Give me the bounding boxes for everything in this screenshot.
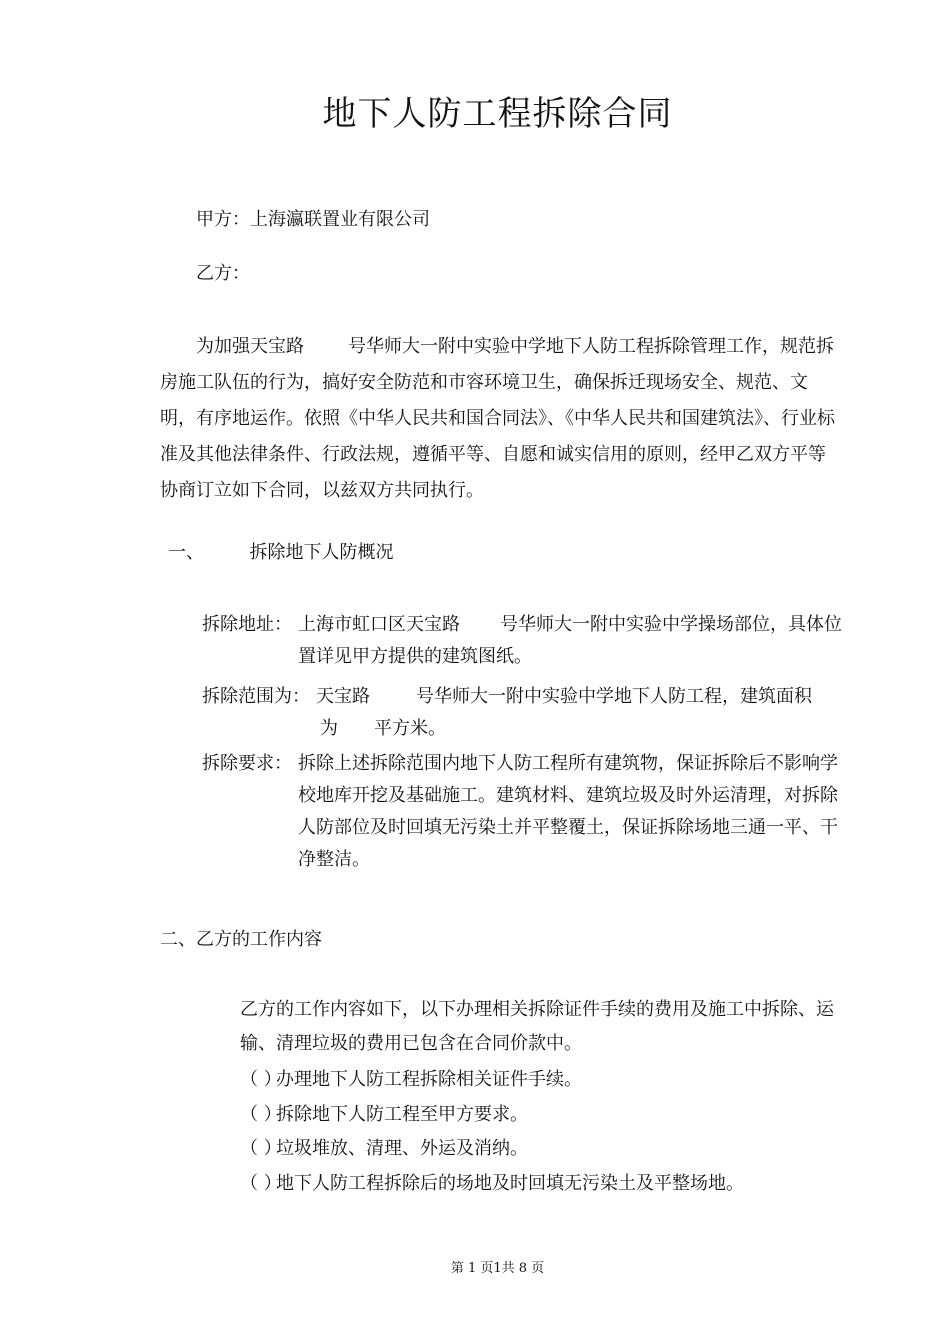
page-footer: 第 1 页1共 8 页 bbox=[450, 1261, 545, 1276]
section1-heading bbox=[168, 541, 393, 565]
work-item-text: 垃圾堆放、清理、外运及消纳。 bbox=[276, 1138, 528, 1159]
section1-number: 一、 bbox=[168, 542, 204, 563]
demolition-scope bbox=[202, 681, 842, 745]
scope-part4: 平方米。 bbox=[374, 718, 446, 739]
work-item-4 bbox=[240, 1172, 744, 1196]
work-item-text: 办理地下人防工程拆除相关证件手续。 bbox=[276, 1069, 582, 1090]
work-item-text: 地下人防工程拆除后的场地及时回填无污染土及平整场地。 bbox=[276, 1173, 744, 1194]
intro-part1: 为加强天宝路 bbox=[196, 336, 304, 357]
section1-title: 拆除地下人防概况 bbox=[249, 542, 394, 563]
checkbox-mark: （ ） bbox=[240, 1173, 282, 1194]
section2-heading: 二、乙方的工作内容 bbox=[160, 929, 322, 950]
intro-paragraph bbox=[160, 329, 840, 509]
address-label: 拆除地址： bbox=[202, 614, 292, 635]
address-part2: 号华师大一附中实验中学操场部位，具体位置详见甲方提供的建筑图纸。 bbox=[298, 614, 842, 667]
scope-label: 拆除范围为： bbox=[202, 686, 310, 707]
address-part1: 上海市虹口区天宝路 bbox=[298, 614, 460, 635]
scope-part1: 天宝路 bbox=[316, 686, 370, 707]
document-title: 地下人防工程拆除合同 bbox=[322, 94, 673, 134]
checkbox-mark: （ ） bbox=[240, 1138, 282, 1159]
scope-line1 bbox=[316, 681, 842, 713]
address-text bbox=[298, 609, 842, 673]
work-item-text: 拆除地下人防工程至甲方要求。 bbox=[276, 1104, 528, 1125]
checkbox-mark: （ ） bbox=[240, 1104, 282, 1125]
scope-line2 bbox=[320, 713, 446, 745]
scope-part3: 为 bbox=[320, 718, 338, 739]
work-item-3 bbox=[240, 1137, 528, 1161]
intro-part2: 号华师大一附中实验中学地下人防工程拆除管理工作，规范拆房施工队伍的行为，搞好安全防范和市容环境卫生，确保拆迁现场安全、规范、文明，有序地运作。依照《中华人民共和国合同法》、《中华人民共和国建筑法》、行业标准及其他法律条件、行政法规，遵循平等、自愿和诚实信用的原则，经甲乙双方平等协商订立如下合同，以兹双方共同执行。 bbox=[160, 336, 835, 501]
scope-part2: 号华师大一附中实验中学地下人防工程，建筑面积 bbox=[416, 686, 812, 707]
demolition-address bbox=[202, 609, 842, 673]
demolition-requirements bbox=[202, 748, 842, 884]
party-a: 甲方：上海瀛联置业有限公司 bbox=[196, 209, 430, 230]
checkbox-mark: （ ） bbox=[240, 1069, 282, 1090]
party-b: 乙方： bbox=[196, 263, 250, 284]
section2-intro: 乙方的工作内容如下，以下办理相关拆除证件手续的费用及施工中拆除、运输、清理垃圾的费用已包含在合同价款中。 bbox=[240, 999, 834, 1054]
requirement-text: 拆除上述拆除范围内地下人防工程所有建筑物，保证拆除后不影响学校地库开挖及基础施工。建筑材料、建筑垃圾及时外运清理，对拆除人防部位及时回填无污染土并平整覆土，保证拆除场地三通一平、干净整洁。 bbox=[298, 753, 838, 870]
requirement-label: 拆除要求： bbox=[202, 753, 292, 774]
work-item-2 bbox=[240, 1103, 528, 1127]
work-item-1 bbox=[240, 1068, 582, 1092]
